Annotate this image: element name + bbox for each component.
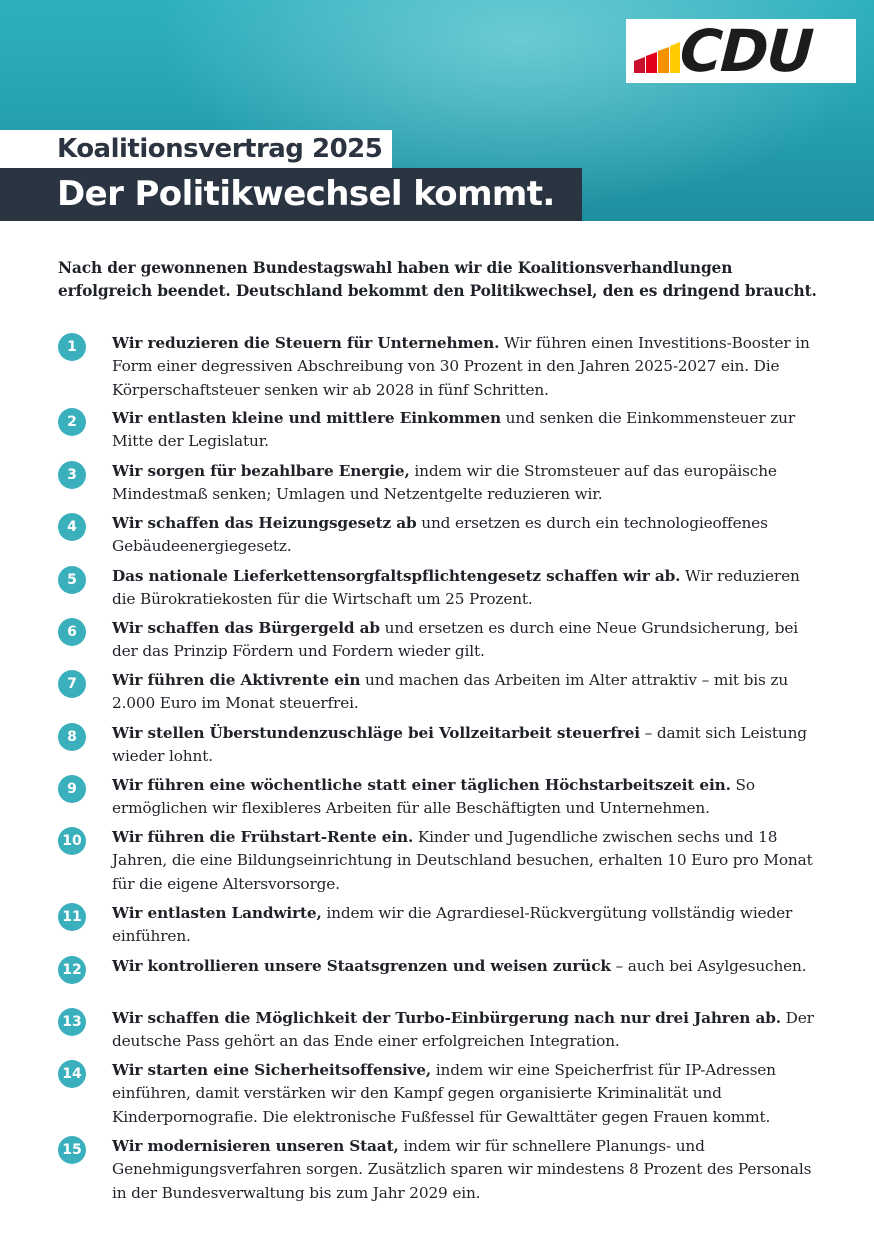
- item-lead: Wir reduzieren die Steuern für Unternehmen.: [112, 334, 500, 352]
- item-text: [112, 617, 824, 664]
- item-text: [112, 669, 824, 716]
- item-lead: Wir schaffen das Bürgergeld ab: [112, 619, 380, 637]
- item-lead: Das nationale Lieferkettensorgfaltspflichtengesetz schaffen wir ab.: [112, 567, 681, 585]
- item-text: [112, 1059, 824, 1129]
- item-body: So ermöglichen wir flexibleres Arbeiten für alle Beschäftigten und Unternehmen.: [112, 776, 755, 818]
- item-body: und ersetzen es durch eine Neue Grundsicherung, bei der das Prinzip Fördern und Fordern wieder gilt.: [112, 619, 799, 661]
- item-text: [112, 407, 824, 454]
- item-text: [112, 460, 824, 507]
- item-text: [112, 565, 824, 612]
- item-number-badge: 1: [58, 333, 86, 361]
- item-body: und ersetzen es durch ein technologieoffenes Gebäudeenergiegesetz.: [112, 514, 768, 556]
- item-body: – auch bei Asylgesuchen.: [610, 957, 807, 975]
- item-number-badge: 6: [58, 618, 86, 646]
- item-lead: Wir führen die Aktivrente ein: [112, 671, 361, 689]
- item-text: [112, 774, 824, 821]
- item-body: Wir führen einen Investitions-Booster in Form einer degressiven Abschreibung von 30 Prozent in den Jahren 2025-2027 ein. Die Körperschaftsteuer senken wir ab 2028 in fünf Schritten.: [112, 334, 810, 399]
- item-lead: Wir schaffen die Möglichkeit der Turbo-Einbürgerung nach nur drei Jahren ab.: [112, 1009, 781, 1027]
- item-number-badge: 2: [58, 408, 86, 436]
- item-body: und machen das Arbeiten im Alter attraktiv – mit bis zu 2.000 Euro im Monat steuerfrei.: [112, 671, 789, 713]
- item-body: indem wir die Agrardiesel-Rückvergütung vollständig wieder einführen.: [112, 904, 793, 946]
- item-number-badge: 13: [58, 1008, 86, 1036]
- item-text: [112, 826, 824, 896]
- item-number-badge: 7: [58, 670, 86, 698]
- item-number-badge: 8: [58, 723, 86, 751]
- item-body: Wir reduzieren die Bürokratiekosten für die Wirtschaft um 25 Prozent.: [112, 567, 800, 609]
- item-number-badge: 15: [58, 1136, 86, 1164]
- item-text: [112, 722, 824, 769]
- item-body: indem wir die Stromsteuer auf das europäische Mindestmaß senken; Umlagen und Netzentgelte reduzieren wir.: [112, 462, 777, 504]
- item-lead: Wir starten eine Sicherheitsoffensive,: [112, 1061, 432, 1079]
- item-number-badge: 11: [58, 903, 86, 931]
- item-lead: Wir modernisieren unseren Staat,: [112, 1137, 399, 1155]
- item-text: [112, 332, 824, 402]
- item-text: [112, 1007, 824, 1054]
- item-number-badge: 14: [58, 1060, 86, 1088]
- item-lead: Wir sorgen für bezahlbare Energie,: [112, 462, 410, 480]
- item-lead: Wir führen eine wöchentliche statt einer täglichen Höchstarbeitszeit ein.: [112, 776, 731, 794]
- item-text: [112, 512, 824, 559]
- item-body: und senken die Einkommensteuer zur Mitte der Legislatur.: [112, 409, 795, 451]
- item-number-badge: 10: [58, 827, 86, 855]
- item-body: Kinder und Jugendliche zwischen sechs und 18 Jahren, die eine Bildungseinrichtung in Deutschland besuchen, erhalten 10 Euro pro Monat für die eigene Altersvorsorge.: [112, 828, 813, 893]
- item-text: [112, 902, 824, 949]
- item-lead: Wir führen die Frühstart-Rente ein.: [112, 828, 414, 846]
- item-body: – damit sich Leistung wieder lohnt.: [112, 724, 807, 766]
- intro-paragraph: Nach der gewonnenen Bundestagswahl haben wir die Koalitionsverhandlungen erfolgreich beendet. Deutschland bekommt den Politikwechsel, den es dringend braucht.: [58, 259, 817, 300]
- item-number-badge: 9: [58, 775, 86, 803]
- item-body: indem wir eine Speicherfrist für IP-Adressen einführen, damit verstärken wir den Kampf gegen organisierte Kriminalität und Kinderpornografie. Die elektronische Fußfessel für Gewalttäter gegen Frauen kommt.: [112, 1061, 776, 1126]
- item-number-badge: 12: [58, 956, 86, 984]
- item-lead: Wir entlasten kleine und mittlere Einkommen: [112, 409, 501, 427]
- item-number-badge: 4: [58, 513, 86, 541]
- item-lead: Wir kontrollieren unsere Staatsgrenzen und weisen zurück: [112, 957, 611, 975]
- subtitle: Koalitionsvertrag 2025: [57, 134, 383, 164]
- item-number-badge: 5: [58, 566, 86, 594]
- item-body: indem wir für schnellere Planungs- und Genehmigungsverfahren sorgen. Zusätzlich sparen wir mindestens 8 Prozent des Personals in der Bundesverwaltung bis zum Jahr 2029 ein.: [112, 1137, 812, 1202]
- item-body: Der deutsche Pass gehört an das Ende einer erfolgreichen Integration.: [112, 1009, 814, 1051]
- page-title: Der Politikwechsel kommt.: [57, 174, 555, 214]
- item-text: [112, 955, 824, 978]
- item-lead: Wir schaffen das Heizungsgesetz ab: [112, 514, 417, 532]
- item-lead: Wir stellen Überstundenzuschläge bei Vollzeitarbeit steuerfrei: [112, 724, 640, 742]
- item-lead: Wir entlasten Landwirte,: [112, 904, 322, 922]
- logo-wordmark: CDU: [678, 17, 814, 85]
- item-text: [112, 1135, 824, 1205]
- item-number-badge: 3: [58, 461, 86, 489]
